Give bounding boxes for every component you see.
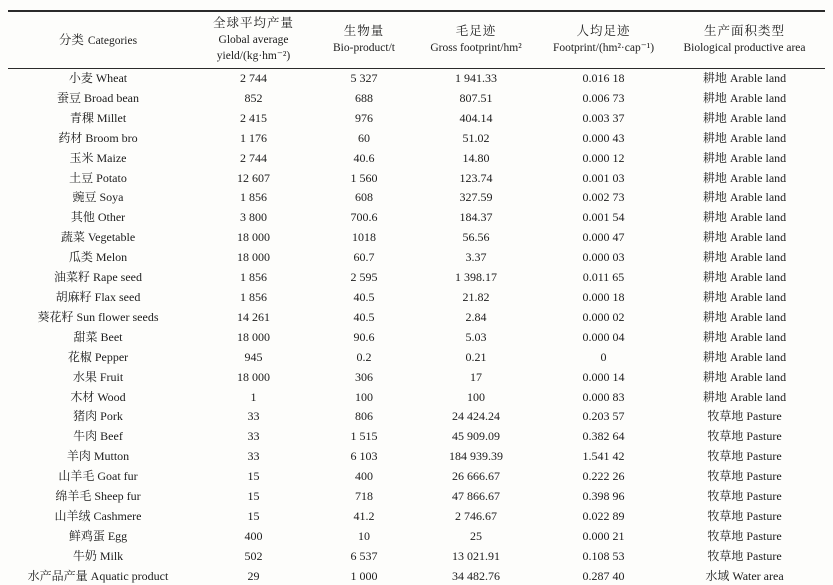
cell-global_average_yield: 15 [247, 489, 260, 504]
cell-footprint_per_capita: 0.108 53 [582, 548, 625, 563]
col-header-area-type-zh: 生产面积类型 [703, 24, 785, 38]
cell-gross_footprint: 45 909.09 [452, 429, 500, 444]
table-row [8, 308, 825, 328]
cell-category: 其他 Other [70, 210, 126, 225]
cell-gross_footprint: 5.03 [465, 329, 487, 344]
cell-global_average_yield: 2 744 [240, 150, 267, 165]
table-row [8, 407, 825, 427]
table-row [8, 368, 825, 388]
cell-footprint_per_capita: 0.016 18 [582, 71, 625, 85]
cell-area_type: 牧草地 Pasture [707, 449, 782, 464]
cell-global_average_yield: 29 [247, 568, 260, 583]
col-header-bio-product [319, 11, 409, 69]
cell-bio_product: 700.6 [350, 210, 378, 225]
cell-category: 青稞 Millet [69, 110, 127, 125]
table-row [8, 188, 825, 208]
table-row [8, 109, 825, 129]
col-header-global-average-yield [188, 11, 319, 69]
cell-category: 山羊绒 Cashmere [54, 508, 142, 523]
cell-area_type: 牧草地 Pasture [707, 508, 782, 523]
cell-gross_footprint: 100 [467, 389, 485, 404]
table-row [8, 129, 825, 149]
cell-footprint_per_capita: 0.006 73 [582, 90, 625, 105]
cell-gross_footprint: 25 [470, 528, 482, 543]
cell-footprint_per_capita: 0.000 47 [582, 230, 625, 245]
cell-footprint_per_capita: 0 [600, 349, 607, 364]
cell-global_average_yield: 18 000 [237, 230, 270, 245]
cell-bio_product: 6 537 [350, 548, 378, 563]
cell-bio_product: 90.6 [353, 329, 375, 344]
cell-area_type: 耕地 Arable land [702, 349, 787, 364]
table-row [8, 348, 825, 368]
cell-global_average_yield: 33 [247, 429, 260, 444]
table-row [8, 567, 825, 585]
cell-gross_footprint: 17 [470, 369, 482, 384]
table-row [8, 288, 825, 308]
cell-area_type: 牧草地 Pasture [707, 548, 782, 563]
cell-category: 瓜类 Melon [68, 250, 128, 265]
cell-global_average_yield: 33 [247, 409, 260, 424]
cell-footprint_per_capita: 0.222 26 [582, 469, 625, 484]
cell-category: 蔬菜 Vegetable [60, 230, 136, 245]
cell-area_type: 耕地 Arable land [702, 230, 787, 245]
cell-bio_product: 0.2 [356, 349, 372, 364]
cell-area_type: 耕地 Arable land [702, 389, 787, 404]
cell-category: 药材 Broom bro [58, 130, 138, 145]
cell-global_average_yield: 18 000 [237, 250, 270, 265]
cell-global_average_yield: 1 176 [240, 130, 267, 145]
cell-footprint_per_capita: 0.001 03 [582, 170, 625, 185]
cell-area_type: 牧草地 Pasture [707, 469, 782, 484]
cell-global_average_yield: 3 800 [240, 210, 267, 225]
cell-bio_product: 1 560 [350, 170, 378, 185]
cell-footprint_per_capita: 0.000 18 [582, 289, 625, 304]
cell-gross_footprint: 184.37 [459, 210, 493, 225]
cell-footprint_per_capita: 0.382 64 [582, 429, 625, 444]
header-row [8, 11, 825, 69]
cell-gross_footprint: 26 666.67 [452, 469, 500, 484]
cell-global_average_yield: 12 607 [237, 170, 270, 185]
table-row [8, 487, 825, 507]
cell-area_type: 耕地 Arable land [702, 130, 787, 145]
cell-category: 甜菜 Beet [73, 329, 123, 344]
cell-bio_product: 41.2 [353, 508, 375, 523]
cell-gross_footprint: 807.51 [459, 90, 493, 105]
cell-global_average_yield: 33 [247, 449, 260, 464]
cell-category: 水产品产量 Aquatic product [27, 568, 169, 583]
cell-global_average_yield: 18 000 [237, 329, 270, 344]
cell-gross_footprint: 404.14 [459, 110, 493, 125]
cell-gross_footprint: 34 482.76 [452, 568, 500, 583]
cell-bio_product: 6 103 [350, 449, 378, 464]
col-header-area-type-en: Biological productive area [683, 42, 806, 54]
cell-footprint_per_capita: 0.022 89 [582, 508, 625, 523]
cell-global_average_yield: 852 [244, 90, 263, 105]
col-header-gross-footprint-en: Gross footprint/hm² [430, 42, 522, 54]
cell-bio_product: 400 [355, 469, 373, 484]
table-row [8, 169, 825, 189]
cell-gross_footprint: 2.84 [465, 309, 487, 324]
cell-area_type: 耕地 Arable land [702, 369, 787, 384]
cell-gross_footprint: 14.80 [462, 150, 490, 165]
cell-bio_product: 1018 [352, 230, 376, 245]
table-row [8, 268, 825, 288]
cell-area_type: 耕地 Arable land [702, 190, 787, 205]
cell-global_average_yield: 2 415 [240, 110, 267, 125]
table-row [8, 427, 825, 447]
cell-footprint_per_capita: 1.541 42 [582, 449, 625, 464]
cell-footprint_per_capita: 0.000 14 [582, 369, 625, 384]
cell-category: 木材 Wood [70, 389, 126, 404]
cell-bio_product: 1 000 [350, 568, 378, 583]
cell-area_type: 耕地 Arable land [702, 270, 787, 285]
cell-bio_product: 688 [355, 90, 373, 105]
col-header-area-type [664, 11, 825, 69]
cell-category: 豌豆 Soya [72, 190, 124, 205]
cell-gross_footprint: 56.56 [462, 230, 490, 245]
cell-gross_footprint: 3.37 [465, 250, 487, 265]
cell-footprint_per_capita: 0.002 73 [582, 190, 625, 205]
cell-area_type: 耕地 Arable land [702, 289, 787, 304]
col-header-footprint-per-capita [543, 11, 664, 69]
footprint-table [8, 10, 825, 585]
table-row [8, 228, 825, 248]
cell-gross_footprint: 184 939.39 [449, 449, 503, 464]
cell-category: 小麦 Wheat [68, 71, 128, 85]
cell-bio_product: 1 515 [350, 429, 378, 444]
cell-global_average_yield: 18 000 [237, 369, 270, 384]
cell-category: 绵羊毛 Sheep fur [55, 489, 141, 504]
cell-gross_footprint: 47 866.67 [452, 489, 500, 504]
table-row [8, 507, 825, 527]
cell-area_type: 耕地 Arable land [702, 170, 787, 185]
cell-area_type: 耕地 Arable land [702, 210, 787, 225]
table-row [8, 69, 825, 89]
cell-gross_footprint: 123.74 [459, 170, 493, 185]
cell-gross_footprint: 2 746.67 [455, 508, 497, 523]
cell-footprint_per_capita: 0.000 83 [582, 389, 625, 404]
cell-global_average_yield: 945 [244, 349, 263, 364]
cell-category: 牛肉 Beef [73, 429, 123, 444]
cell-area_type: 耕地 Arable land [702, 71, 787, 85]
cell-footprint_per_capita: 0.000 43 [582, 130, 625, 145]
cell-gross_footprint: 51.02 [462, 130, 490, 145]
cell-footprint_per_capita: 0.000 03 [582, 250, 625, 265]
cell-bio_product: 2 595 [350, 270, 378, 285]
cell-area_type: 水域 Water area [705, 568, 784, 583]
cell-category: 山羊毛 Goat fur [58, 469, 138, 484]
cell-category: 蚕豆 Broad bean [57, 90, 139, 105]
cell-gross_footprint: 0.21 [465, 349, 487, 364]
cell-category: 土豆 Potato [69, 170, 127, 185]
cell-bio_product: 60.7 [353, 250, 375, 265]
cell-bio_product: 5 327 [350, 71, 378, 85]
col-header-global-average-yield-en: Global average yield/(kg·hm⁻²) [216, 34, 291, 62]
cell-global_average_yield: 1 856 [240, 190, 267, 205]
cell-bio_product: 40.5 [353, 289, 375, 304]
cell-bio_product: 976 [355, 110, 373, 125]
col-header-gross-footprint-zh: 毛足迹 [455, 24, 497, 38]
cell-bio_product: 608 [355, 190, 373, 205]
cell-gross_footprint: 24 424.24 [452, 409, 500, 424]
cell-gross_footprint: 327.59 [459, 190, 493, 205]
cell-area_type: 耕地 Arable land [702, 309, 787, 324]
cell-category: 油菜籽 Rape seed [54, 270, 142, 285]
cell-global_average_yield: 15 [247, 508, 260, 523]
cell-category: 羊肉 Mutton [66, 449, 130, 464]
table-row [8, 388, 825, 408]
cell-bio_product: 806 [355, 409, 373, 424]
table-row [8, 89, 825, 109]
cell-footprint_per_capita: 0.000 02 [582, 309, 625, 324]
table-row [8, 208, 825, 228]
cell-footprint_per_capita: 0.000 21 [582, 528, 625, 543]
cell-gross_footprint: 1 398.17 [455, 270, 497, 285]
cell-global_average_yield: 400 [244, 528, 263, 543]
col-header-bio-product-zh: 生物量 [343, 24, 385, 38]
col-header-global-average-yield-zh: 全球平均产量 [212, 16, 294, 30]
cell-global_average_yield: 502 [244, 548, 263, 563]
cell-bio_product: 10 [358, 528, 370, 543]
table-body [8, 69, 825, 585]
cell-area_type: 耕地 Arable land [702, 329, 787, 344]
col-header-footprint-per-capita-en: Footprint/(hm²·cap⁻¹) [552, 42, 655, 54]
cell-bio_product: 40.6 [353, 150, 375, 165]
cell-global_average_yield: 2 744 [240, 71, 267, 85]
cell-bio_product: 306 [355, 369, 373, 384]
cell-footprint_per_capita: 0.003 37 [582, 110, 625, 125]
col-header-gross-footprint [409, 11, 543, 69]
table-row [8, 467, 825, 487]
col-header-bio-product-en: Bio-product/t [333, 42, 395, 54]
cell-area_type: 牧草地 Pasture [707, 489, 782, 504]
cell-area_type: 牧草地 Pasture [707, 429, 782, 444]
cell-global_average_yield: 15 [247, 469, 260, 484]
cell-global_average_yield: 1 [250, 389, 257, 404]
table-row [8, 547, 825, 567]
col-header-footprint-per-capita-zh: 人均足迹 [576, 24, 631, 38]
cell-category: 鲜鸡蛋 Egg [68, 528, 128, 543]
cell-category: 玉米 Maize [69, 150, 127, 165]
cell-footprint_per_capita: 0.000 04 [582, 329, 625, 344]
cell-area_type: 耕地 Arable land [702, 90, 787, 105]
cell-area_type: 耕地 Arable land [702, 110, 787, 125]
cell-footprint_per_capita: 0.287 40 [582, 568, 625, 583]
cell-gross_footprint: 21.82 [462, 289, 490, 304]
cell-category: 猪肉 Pork [73, 409, 123, 424]
cell-global_average_yield: 1 856 [240, 270, 267, 285]
cell-area_type: 耕地 Arable land [702, 250, 787, 265]
table-row [8, 447, 825, 467]
cell-category: 水果 Fruit [72, 369, 124, 384]
cell-footprint_per_capita: 0.398 96 [582, 489, 625, 504]
table-header [8, 11, 825, 69]
col-header-categories [8, 11, 188, 69]
cell-category: 胡麻籽 Flax seed [55, 289, 141, 304]
cell-footprint_per_capita: 0.000 12 [582, 150, 625, 165]
table-row [8, 149, 825, 169]
cell-category: 葵花籽 Sun flower seeds [37, 309, 159, 324]
cell-footprint_per_capita: 0.001 54 [582, 210, 625, 225]
cell-global_average_yield: 14 261 [237, 309, 270, 324]
table-row [8, 527, 825, 547]
cell-bio_product: 40.5 [353, 309, 375, 324]
cell-category: 牛奶 Milk [72, 548, 124, 563]
cell-area_type: 牧草地 Pasture [707, 528, 782, 543]
col-header-categories-zh: 分类 [58, 32, 84, 47]
cell-bio_product: 60 [358, 130, 370, 145]
cell-gross_footprint: 13 021.91 [452, 548, 500, 563]
table-row [8, 248, 825, 268]
cell-bio_product: 718 [355, 489, 373, 504]
cell-gross_footprint: 1 941.33 [455, 71, 497, 85]
cell-bio_product: 100 [355, 389, 373, 404]
cell-category: 花椒 Pepper [67, 349, 129, 364]
cell-footprint_per_capita: 0.011 65 [582, 270, 625, 285]
cell-global_average_yield: 1 856 [240, 289, 267, 304]
cell-footprint_per_capita: 0.203 57 [582, 409, 625, 424]
cell-area_type: 牧草地 Pasture [707, 409, 782, 424]
table-row [8, 328, 825, 348]
col-header-categories-en: Categories [87, 34, 138, 47]
cell-area_type: 耕地 Arable land [702, 150, 787, 165]
